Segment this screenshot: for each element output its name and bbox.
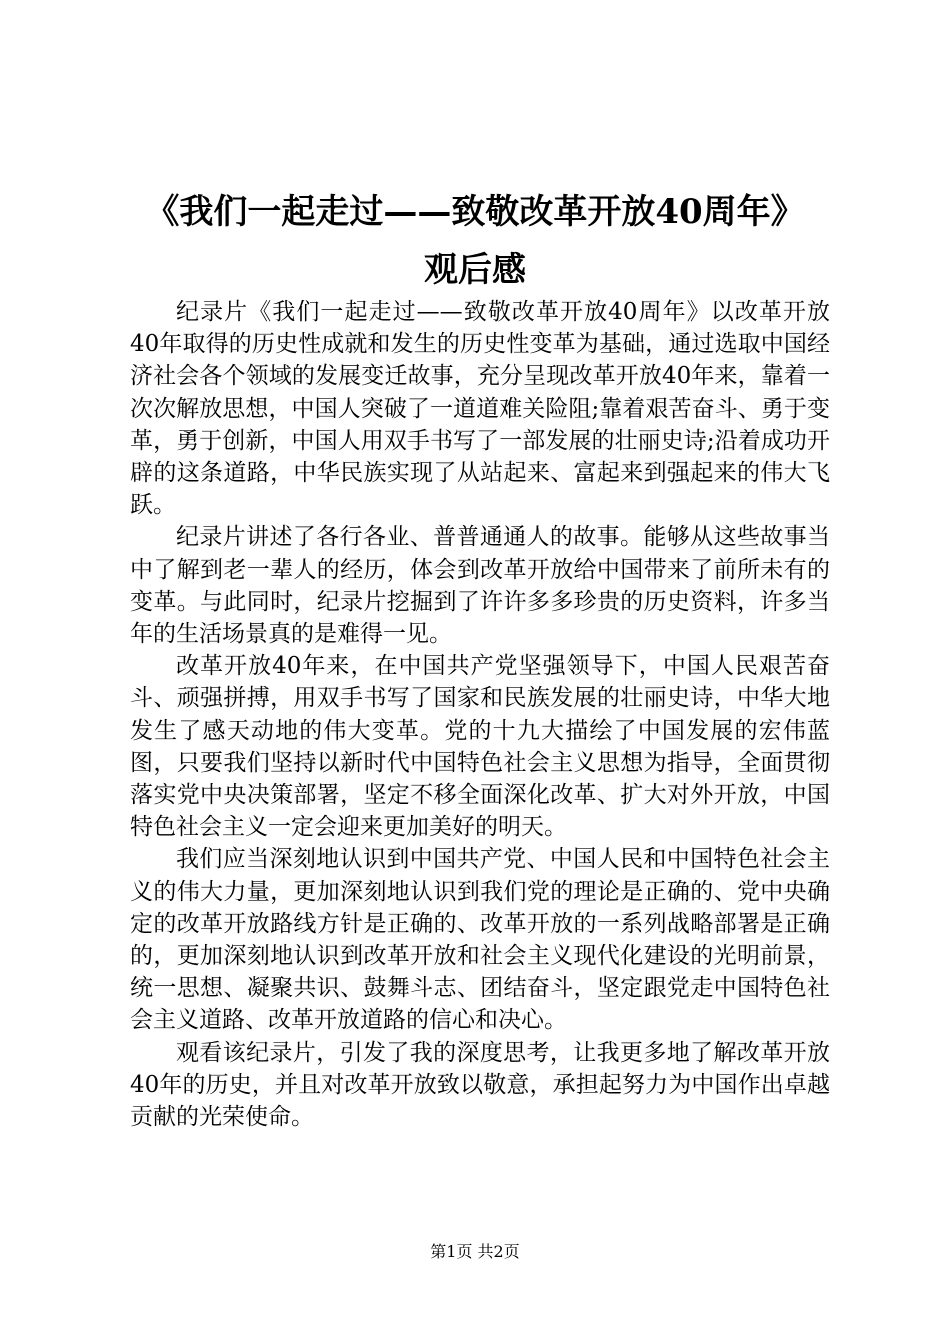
paragraph: 观看该纪录片，引发了我的深度思考，让我更多地了解改革开放40年的历史，并且对改革开放致以敬意，承担起努力为中国作出卓越贡献的光荣使命。 [130,1039,830,1131]
document-title-line2: 观后感 [424,250,526,290]
paragraph: 我们应当深刻地认识到中国共产党、中国人民和中国特色社会主义的伟大力量，更加深刻地认识到我们党的理论是正确的、党中央确定的改革开放路线方针是正确的、改革开放的一系列战略部署是正确的，更加深刻地认识到改革开放和社会主义现代化建设的光明前景，统一思想、凝聚共识、鼓舞斗志、团结奋斗，坚定跟党走中国特色社会主义道路、改革开放道路的信心和决心。 [130,846,830,1034]
paragraph: 改革开放40年来，在中国共产党坚强领导下，中国人民艰苦奋斗、顽强拼搏，用双手书写了国家和民族发展的壮丽史诗，中华大地发生了感天动地的伟大变革。党的十九大描绘了中国发展的宏伟蓝图，只要我们坚持以新时代中国特色社会主义思想为指导，全面贯彻落实党中央决策部署，坚定不移全面深化改革、扩大对外开放，中国特色社会主义一定会迎来更加美好的明天。 [130,653,830,841]
document-body [130,296,830,1133]
paragraph: 纪录片《我们一起走过——致敬改革开放40周年》以改革开放40年取得的历史性成就和发生的历史性变革为基础，通过选取中国经济社会各个领域的发展变迁故事，充分呈现改革开放40年来，靠着一次次解放思想，中国人突破了一道道难关险阻;靠着艰苦奋斗、勇于变革，勇于创新，中国人用双手书写了一部发展的壮丽史诗;沿着成功开辟的这条道路，中华民族实现了从站起来、富起来到强起来的伟大飞跃。 [130,299,830,519]
document-title-line1: 《我们一起走过——致敬改革开放40周年》 [145,192,805,232]
paragraph: 纪录片讲述了各行各业、普普通通人的故事。能够从这些故事当中了解到老一辈人的经历，体会到改革开放给中国带来了前所未有的变革。与此同时，纪录片挖掘到了许许多多珍贵的历史资料，许多当年的生活场景真的是难得一见。 [130,524,830,648]
page-number-footer: 第1页 共2页 [430,1242,520,1261]
